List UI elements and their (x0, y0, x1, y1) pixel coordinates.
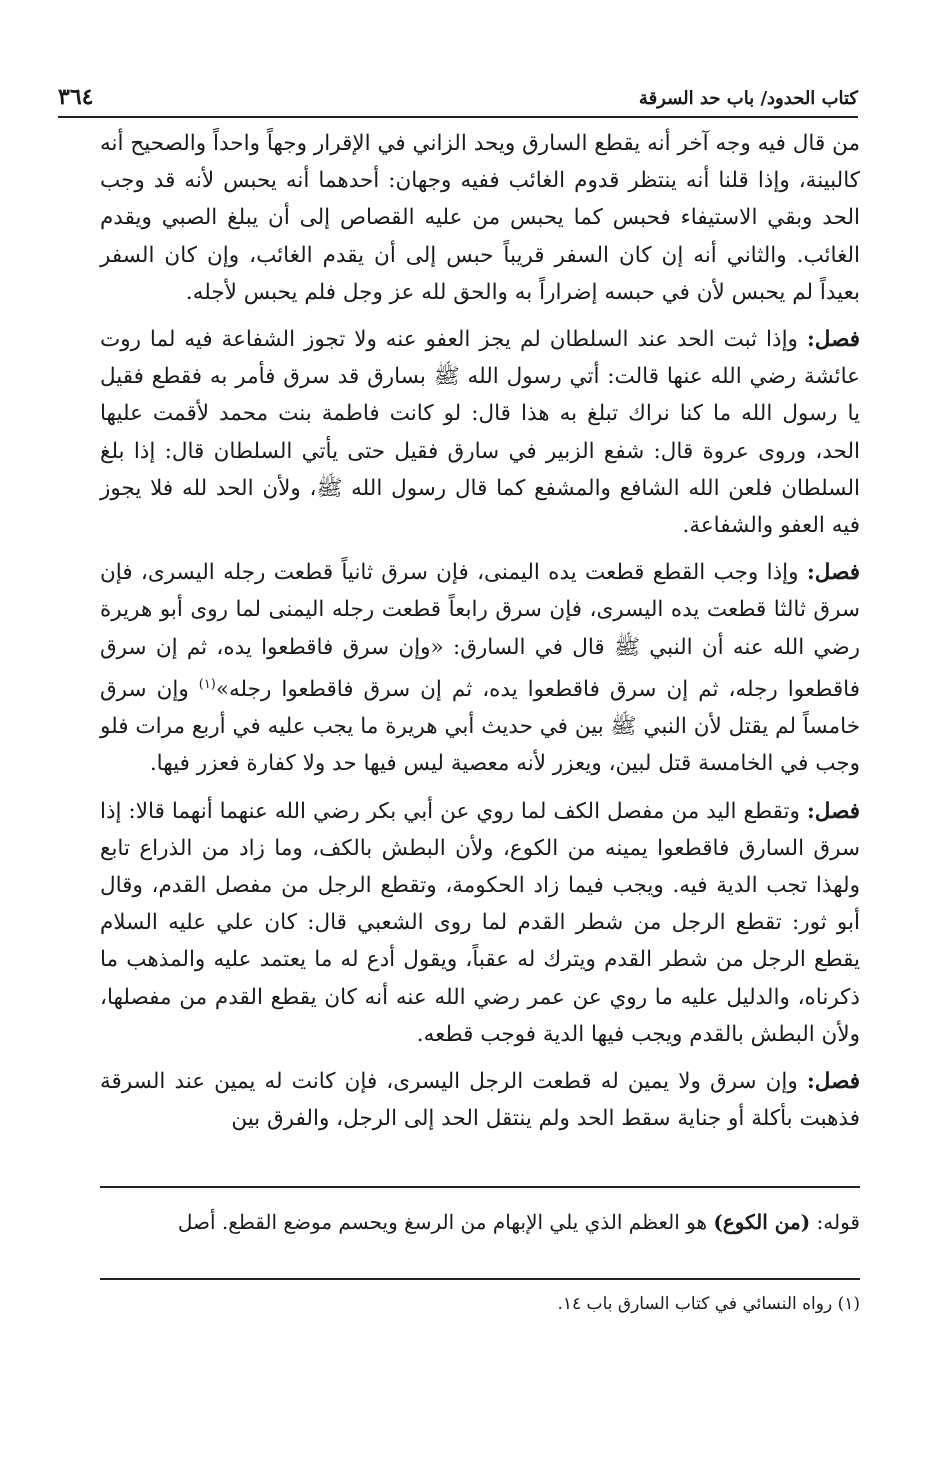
paragraph-text-continued: وإن سرق خامساً لم يقتل لأن النبي ﷺ بين في حديث أبي هريرة ما يجب عليه في أربع مرات فلو وجب في الخامسة قتل لبين، ويعزر لأنه معصية ليس فيها حد ولا كفارة فعزر فيها. (100, 677, 860, 777)
footnote-ref: (١) (198, 676, 216, 692)
paragraph (100, 1063, 860, 1137)
main-text (100, 125, 860, 1137)
page-number: ٣٦٤ (58, 84, 94, 110)
footnote-marker: (١) (837, 1294, 860, 1314)
section-lead: فصل: (806, 560, 860, 586)
section-lead: فصل: (806, 1069, 860, 1095)
paragraph (100, 125, 860, 311)
gloss-term: (من الكوع) (713, 1210, 811, 1234)
paragraph-text: وتقطع اليد من مفصل الكف لما روي عن أبي بكر رضي الله عنهما أنهما قالا: إذا سرق السارق فاقطعوا يمينه من الكوع، ولأن البطش بالكف، وما زاد من الذراع تابع ولهذا تجب الدية فيه. ويجب فيما زاد الحكومة، وتقطع الرجل من مفصل القدم، وقال أبو ثور: تقطع الرجل من شطر القدم لما روى الشعبي قال: كان علي عليه السلام يقطع الرجل من شطر القدم ويترك له عقباً، ويقول أدع له ما يعتمد عليه والمذهب ما ذكرناه، والدليل عليه ما روي عن عمر رضي الله عنه أنه كان يقطع القدم من مفصلها، ولأن البطش بالقدم ويجب فيها الدية فوجب قطعه. (100, 798, 860, 1047)
footnote-text: رواه النسائي في كتاب السارق باب ١٤. (557, 1294, 838, 1314)
paragraph-text: وإذا وجب القطع قطعت يده اليمنى، فإن سرق ثانياً قطعت رجله اليسرى، فإن سرق ثالثا قطعت يده اليسرى، فإن سرق رابعاً قطعت رجله اليمنى لما روى أبو هريرة رضي الله عنه أن النبي ﷺ قال في السارق: «وإن سرق فاقطعوا يده، ثم إن سرق فاقطعوا رجله، ثم إن سرق فاقطعوا يده، ثم إن سرق فاقطعوا رجله» (100, 560, 860, 702)
gloss-text: هو العظم الذي يلي الإبهام من الرسغ ويحسم موضع القطع. أصل (177, 1210, 714, 1234)
paragraph (100, 321, 860, 544)
paragraph (100, 793, 860, 1053)
gloss-prefix: قوله: (810, 1210, 860, 1234)
footnote (100, 1290, 860, 1318)
paragraph-text: وإن سرق ولا يمين له قطعت الرجل اليسرى، فإن كانت له يمين عند السرقة فذهبت بأكلة أو جناية سقط الحد ولم ينتقل الحد إلى الرجل، والفرق بين (100, 1069, 860, 1132)
running-title: كتاب الحدود/ باب حد السرقة (638, 88, 858, 109)
paragraph-text: من قال فيه وجه آخر أنه يقطع السارق ويحد الزاني في الإقرار وجهاً واحداً والصحيح أنه كالبينة، وإذا قلنا أنه ينتظر قدوم الغائب ففيه وجهان: أحدهما أنه يحبس لأنه قد وجب الحد وبقي الاستيفاء فحبس كما يحبس من عليه القصاص إلى أن يبلغ الصبي ويقدم الغائب. والثاني أنه إن كان السفر قريباً حبس إلى أن يقدم الغائب، وإن كان السفر بعيداً لم يحبس لأن في حبسه إضراراً به والحق لله عز وجل فلم يحبس لأجله. (100, 131, 860, 305)
paragraph-text: وإذا ثبت الحد عند السلطان لم يجز العفو عنه ولا تجوز الشفاعة فيه لما روت عائشة رضي الله عنها قالت: أتي رسول الله ﷺ بسارق قد سرق فأمر به فقطع فقيل يا رسول الله ما كنا نراك تبلغ به هذا قال: لو كانت فاطمة بنت محمد لأقمت عليها الحد، وروى عروة قال: شفع الزبير في سارق فقيل حتى يأتي السلطان قال: إذا بلغ السلطان فلعن الله الشافع والمشفع كما قال رسول الله ﷺ، ولأن الحد لله فلا يجوز فيه العفو والشفاعة. (100, 327, 860, 539)
section-lead: فصل: (806, 798, 860, 824)
footnote-divider (100, 1278, 860, 1280)
paragraph (100, 554, 860, 782)
section-lead: فصل: (806, 327, 860, 353)
page-header (58, 72, 858, 118)
gloss-divider (100, 1186, 860, 1188)
gloss-note (100, 1204, 860, 1240)
